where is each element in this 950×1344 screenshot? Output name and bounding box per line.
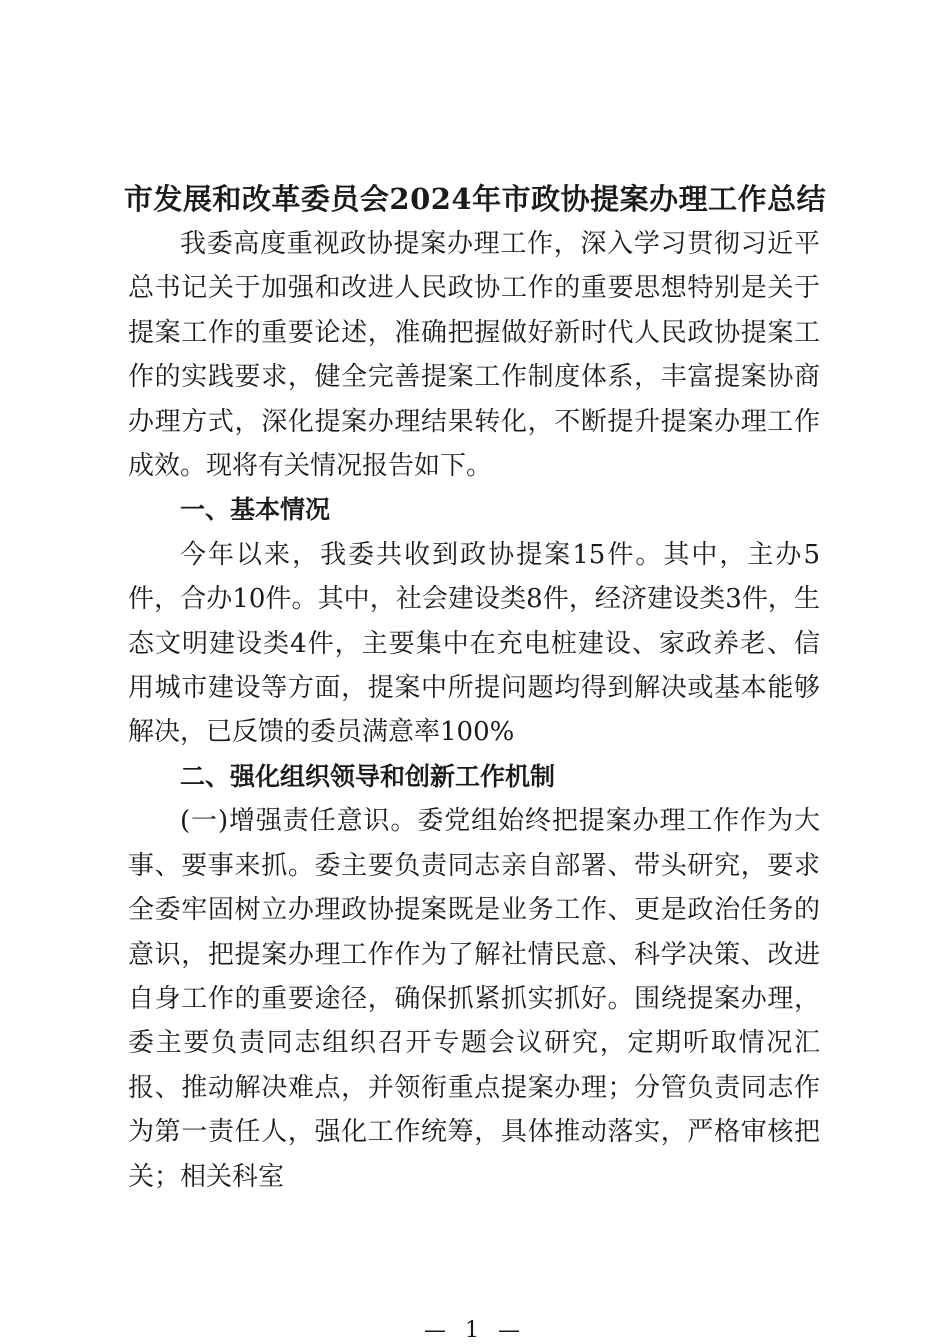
- document-title: 市发展和改革委员会2024年市政协提案办理工作总结: [123, 182, 827, 216]
- intro-paragraph: 我委高度重视政协提案办理工作，深入学习贯彻习近平总书记关于加强和改进人民政协工作的重要思想特别是关于提案工作的重要论述，准确把握做好新时代人民政协提案工作的实践要求，健全完善提案工作制度体系，丰富提案协商办理方式，深化提案办理结果转化，不断提升提案办理工作成效。现将有关情况报告如下。: [128, 229, 820, 482]
- organization-paragraph: (一)增强责任意识。委党组始终把提案办理工作作为大事、要事来抓。委主要负责同志亲自部署、带头研究，要求全委牢固树立办理政协提案既是业务工作、更是政治任务的意识，把提案办理工作作为了解社情民意、科学决策、改进自身工作的重要途径，确保抓紧抓实抓好。围绕提案办理，委主要负责同志组织召开专题会议研究，定期听取情况汇报、推动解决难点，并领衔重点提案办理；分管负责同志作为第一责任人，强化工作统筹，具体推动落实，严格审核把关；相关科室: [128, 806, 820, 1192]
- basic-situation-paragraph: 今年以来，我委共收到政协提案15件。其中，主办5件，合办10件。其中，社会建设类8件，经济建设类3件，生态文明建设类4件，主要集中在充电桩建设、家政养老、信用城市建设等方面，提案中所提问题均得到解决或基本能够解决，已反馈的委员满意率100%: [128, 539, 820, 748]
- section-heading-organization: 二、强化组织领导和创新工作机制: [180, 761, 556, 791]
- page-number: — 1 —: [424, 1318, 526, 1343]
- document-body: [128, 222, 820, 1199]
- section-heading-basic-situation: 一、基本情况: [180, 495, 331, 525]
